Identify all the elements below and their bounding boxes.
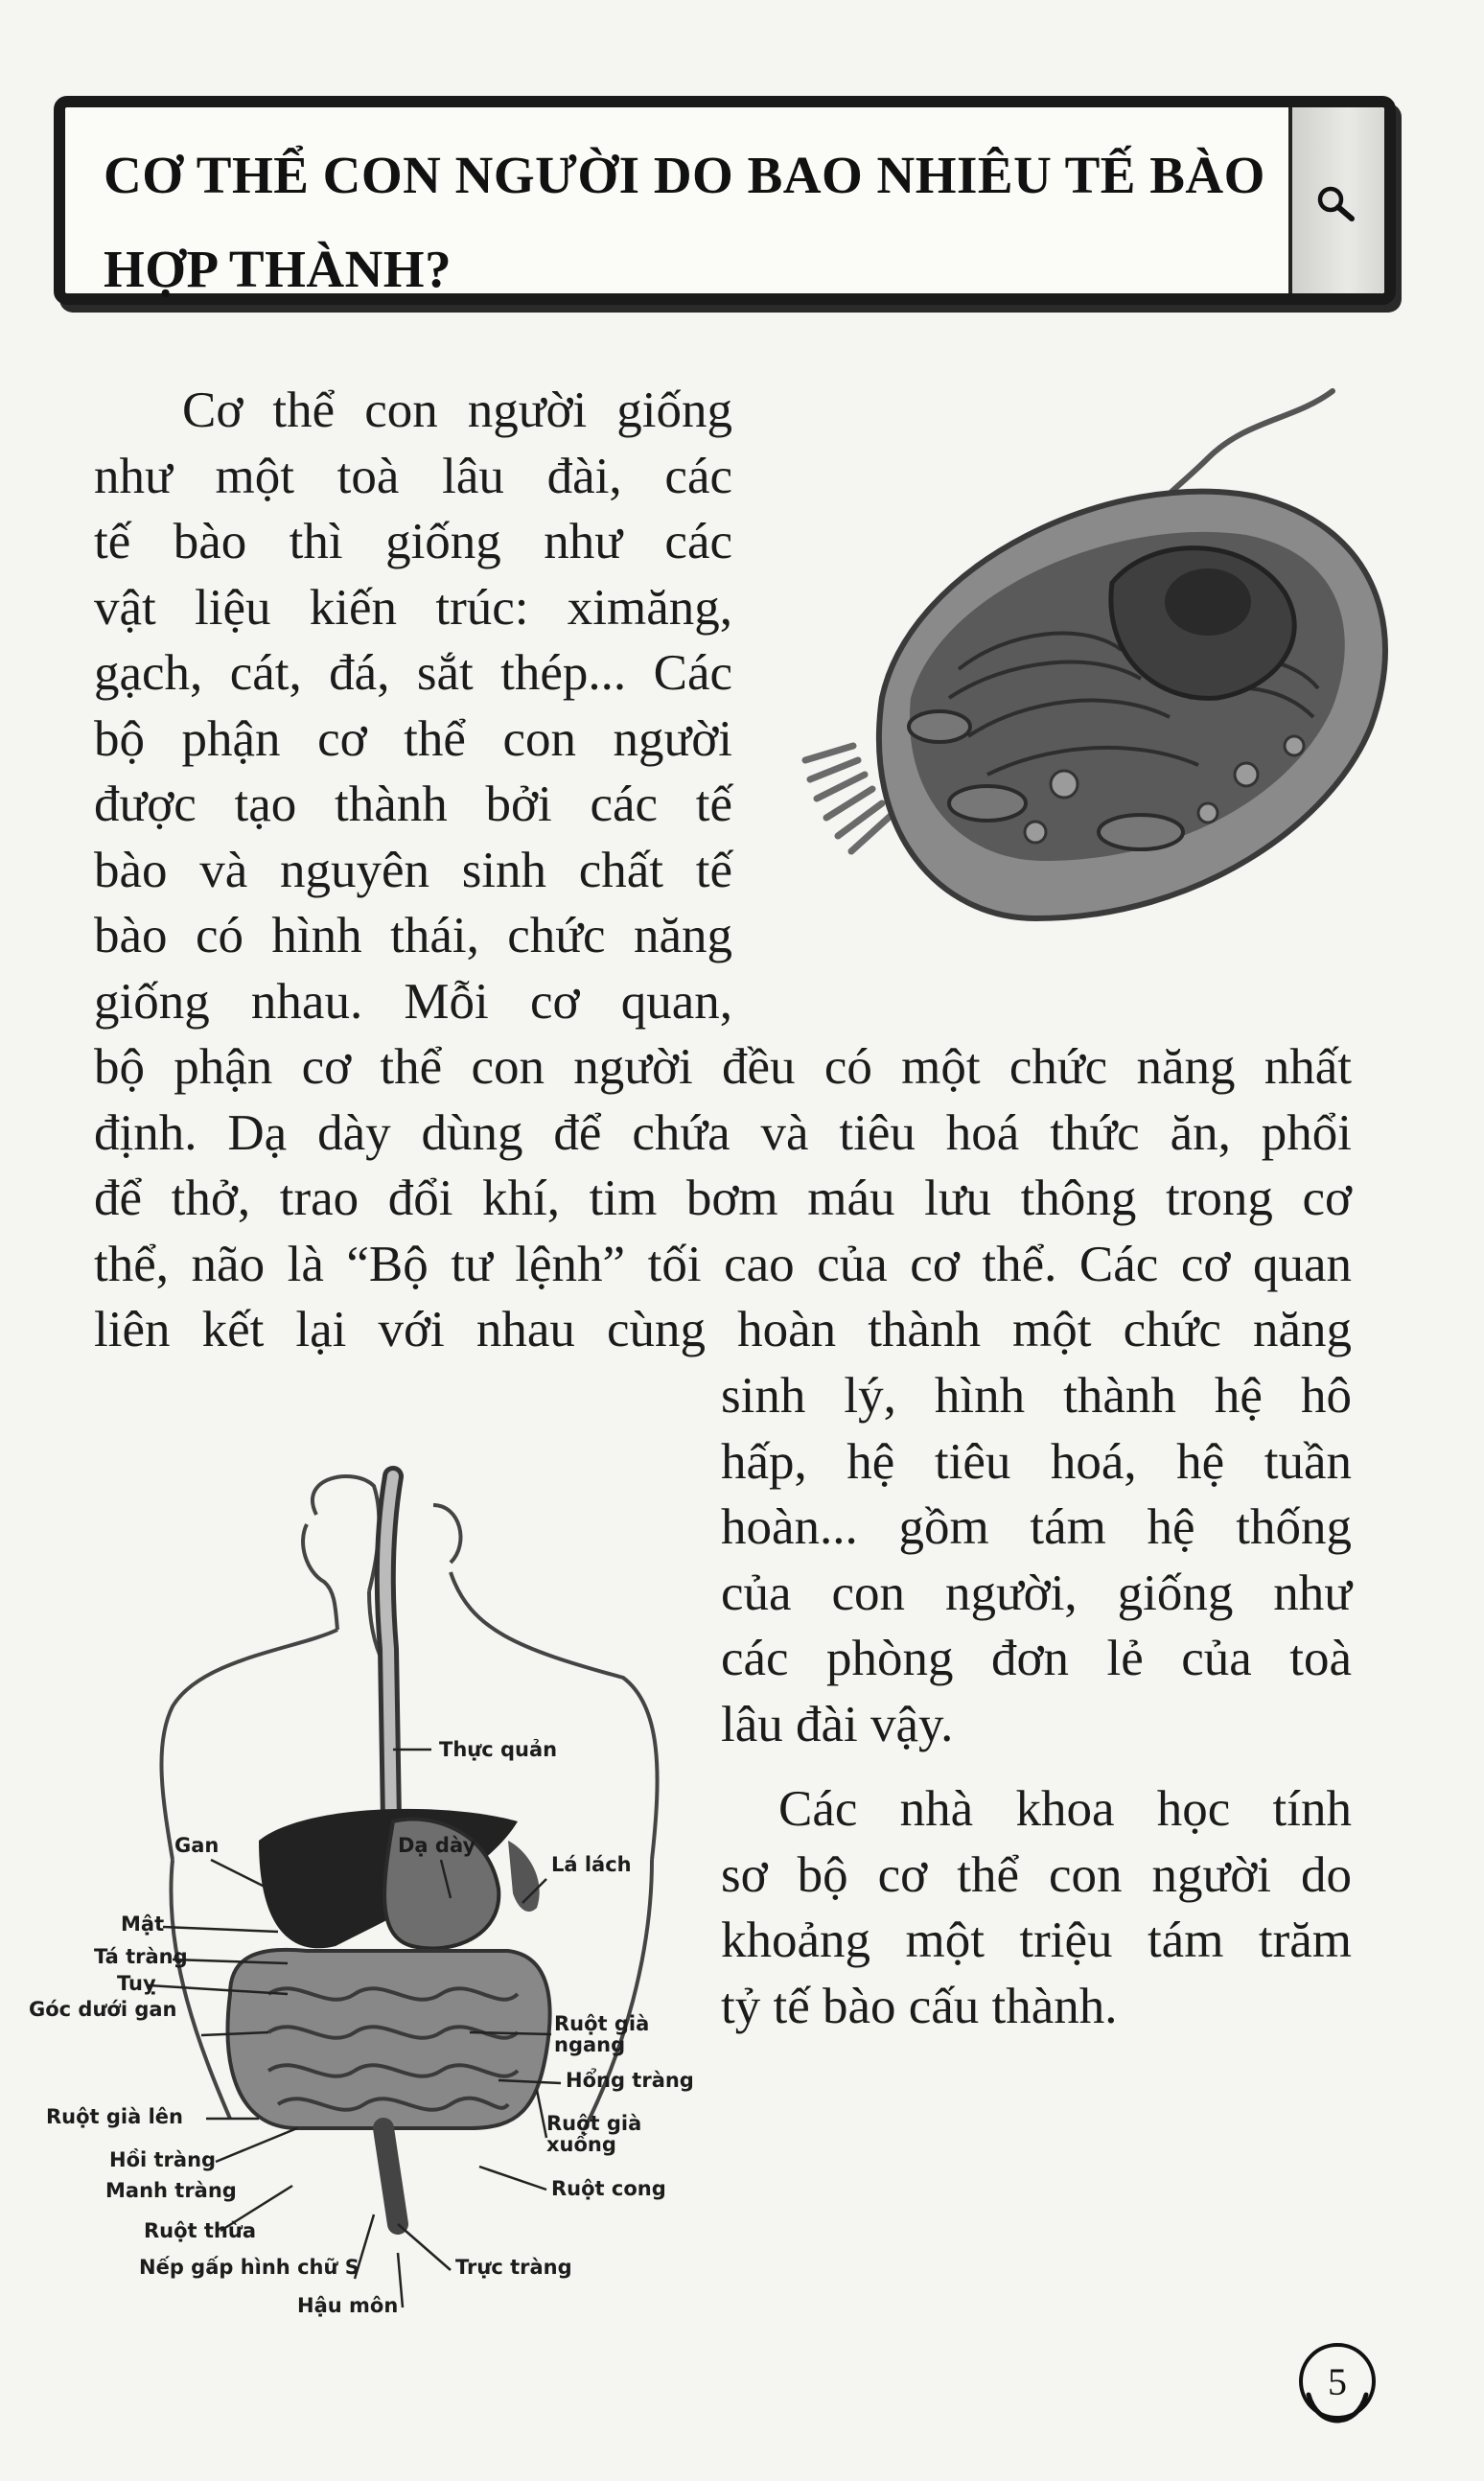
label-mat: Mật — [121, 1913, 165, 1936]
magnifier-icon — [1313, 184, 1359, 222]
label-truc-trang: Trực tràng — [455, 2256, 572, 2279]
title-line-1: CƠ THỂ CON NGƯỜI DO BAO NHIÊU TẾ BÀO — [104, 146, 1265, 204]
digestive-system-diagram — [29, 1457, 738, 2320]
text-line: lâu đài vậy. — [721, 1696, 954, 1752]
page-number — [1294, 2335, 1380, 2441]
search-tab — [1288, 107, 1384, 293]
text-line: gạch, cát, đá, sắt thép... Các — [94, 645, 732, 701]
label-ruot-gia-ngang: Ruột già — [554, 2012, 650, 2035]
text-line: như một toà lâu đài, các — [94, 448, 732, 504]
text-line: liên kết lại với nhau cùng hoàn thành một chức năng — [94, 1302, 1352, 1357]
text-line: hấp, hệ tiêu hoá, hệ tuần — [721, 1433, 1352, 1490]
label-hoi-trang: Hồi tràng — [109, 2148, 217, 2171]
text-line: các phòng đơn lẻ của toà — [721, 1631, 1352, 1686]
label-gan: Gan — [174, 1834, 220, 1857]
paragraph-1-wrap-left — [721, 1363, 1352, 1757]
paragraph-1-full — [94, 1034, 1352, 1363]
label-ruot-gia-xuong: Ruột già — [546, 2112, 642, 2135]
label-ruot-gia-xuong-2: xuống — [546, 2133, 616, 2156]
text-line: bào có hình thái, chức năng — [94, 908, 732, 963]
text-line: vật liệu kiến trúc: ximăng, — [94, 579, 732, 636]
page-number-text: 5 — [1328, 2360, 1347, 2403]
label-ta-trang: Tá tràng — [94, 1945, 188, 1968]
label-ruot-cong: Ruột cong — [551, 2177, 666, 2200]
page-title — [104, 128, 1273, 316]
label-ruot-gia-len: Ruột già lên — [46, 2105, 184, 2128]
text-line: tế bào thì giống như các — [94, 514, 732, 569]
text-line: thể, não là “Bộ tư lệnh” tối cao của cơ thể. Các cơ quan — [94, 1236, 1352, 1292]
animal-cell-illustration — [796, 382, 1409, 957]
label-tuy: Tuỵ — [117, 1972, 156, 1995]
text-line: giống nhau. Mỗi cơ quan, — [94, 973, 732, 1030]
text-line: khoảng một triệu tám trăm — [721, 1913, 1352, 1968]
text-line: của con người, giống như — [721, 1565, 1352, 1621]
label-la-lach: Lá lách — [551, 1853, 632, 1876]
label-hau-mon: Hậu môn — [297, 2294, 399, 2317]
paragraph-2 — [721, 1776, 1352, 2039]
text-line: sơ bộ cơ thể con người do — [721, 1846, 1352, 1903]
label-ruot-gia-ngang-2: ngang — [554, 2033, 626, 2056]
label-manh-trang: Manh tràng — [105, 2179, 237, 2202]
label-goc-duoi-gan: Góc dưới gan — [29, 1998, 177, 2021]
label-hong-trang: Hổng tràng — [566, 2069, 694, 2092]
text-line: bộ phận cơ thể con người đều có một chức năng nhất — [94, 1039, 1352, 1095]
text-line: để thở, trao đổi khí, tim bơm máu lưu thông trong cơ — [94, 1171, 1352, 1226]
text-line: Cơ thể con người giống — [182, 383, 732, 438]
text-line: sinh lý, hình thành hệ hô — [721, 1368, 1352, 1424]
text-line: hoàn... gồm tám hệ thống — [721, 1499, 1352, 1555]
text-line: tỷ tế bào cấu thành. — [721, 1978, 1118, 2034]
text-line: bộ phận cơ thể con người — [94, 710, 732, 767]
label-thuc-quan: Thực quản — [439, 1738, 558, 1761]
title-box — [54, 96, 1396, 305]
paragraph-1-wrap — [94, 378, 732, 1034]
label-ruot-thua: Ruột thừa — [144, 2219, 257, 2242]
text-line: bào và nguyên sinh chất tế — [94, 842, 732, 898]
text-line: được tạo thành bởi các tế — [94, 777, 732, 832]
text-line: Các nhà khoa học tính — [778, 1781, 1352, 1837]
label-da-day: Dạ dày — [398, 1834, 476, 1857]
text-line: định. Dạ dày dùng để chứa và tiêu hoá thức ăn, phổi — [94, 1104, 1352, 1161]
title-line-2: HỢP THÀNH? — [104, 240, 452, 298]
label-nep-gap: Nếp gấp hình chữ S — [139, 2256, 359, 2279]
